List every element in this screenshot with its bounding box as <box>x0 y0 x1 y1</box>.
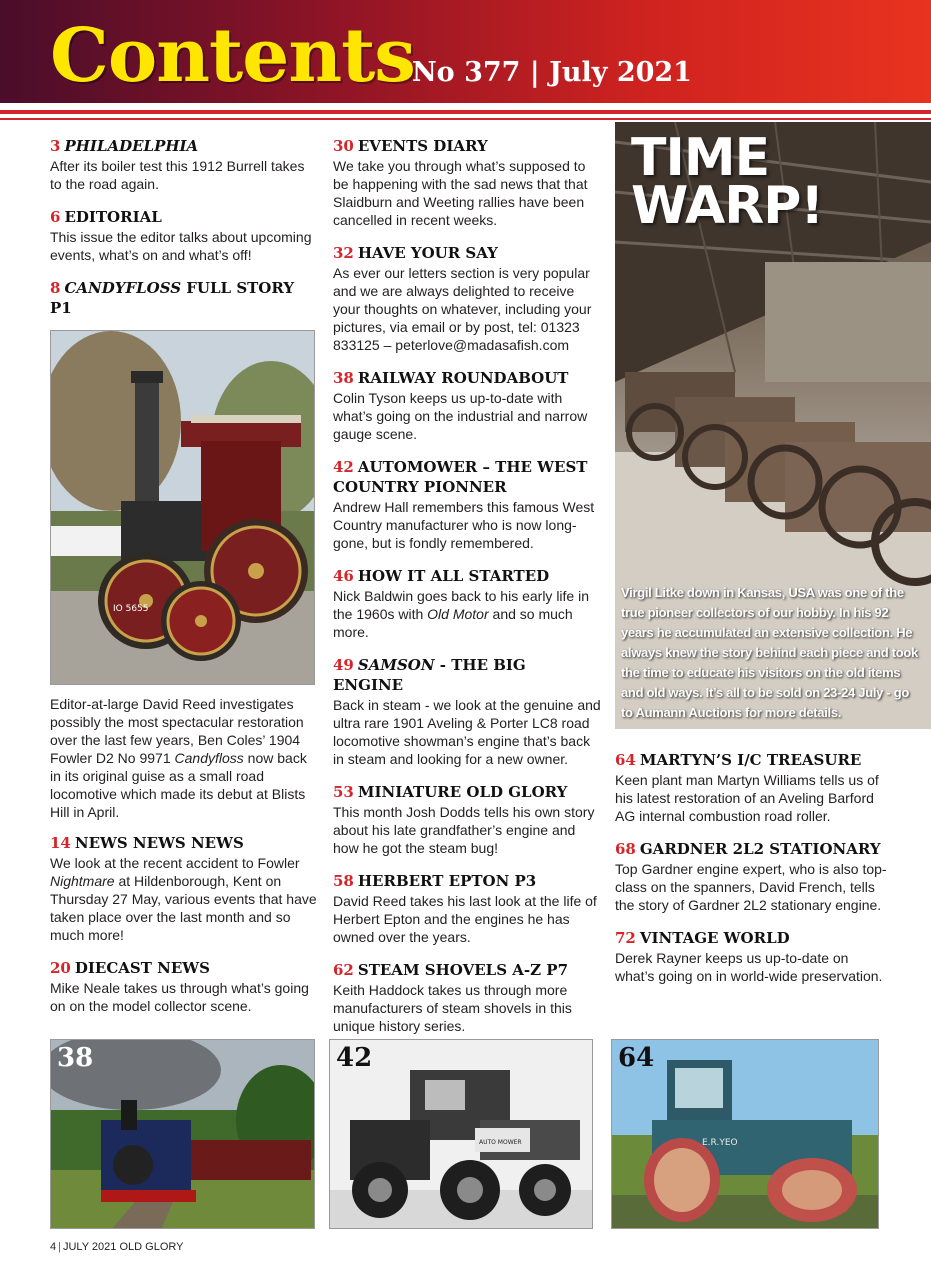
contents-entry[interactable] <box>615 839 890 914</box>
contents-entry[interactable] <box>50 958 318 1015</box>
entry-description: Andrew Hall remembers this famous West Country manufacturer who is now long-gone, but is fondly remembered. <box>333 499 595 551</box>
automower-photo[interactable] <box>329 1039 593 1229</box>
page-badge: 42 <box>336 1043 373 1073</box>
entry-title: AUTOMOWER – THE WEST COUNTRY PIONNER <box>333 458 588 496</box>
page-number: 49 <box>333 656 354 674</box>
entry-title: FULL STORY P1 <box>50 279 295 317</box>
column-middle <box>333 136 601 1049</box>
entry-description: Derek Rayner keeps us up-to-date on what’s going on in world-wide preservation. <box>615 950 883 984</box>
entry-description: As ever our letters section is very popular and we are always delighted to receive your thoughts on whatever, including your pictures, via email or by post, tel: 01323 833125 – peterlove@madasafish.com <box>333 265 592 353</box>
footer-date: JULY 2021 <box>62 1241 117 1253</box>
contents-entry[interactable] <box>615 928 890 985</box>
page-number: 42 <box>333 458 354 476</box>
entry-heading <box>333 136 601 156</box>
entry-title: NEWS NEWS NEWS <box>74 834 244 852</box>
title-line: WARP! <box>631 176 824 236</box>
entry-heading <box>333 566 601 586</box>
time-warp-caption: Virgil Litke down in Kansas, USA was one of the true pioneer collectors of our hobby. In his 92 years he accumulated an extensive collection. He always knew the story behind each piece and took the time to educate his visitors on the old items and old ways. It’s all to be sold on 23-24 July - go to Aumann Auctions for more details. <box>621 585 918 720</box>
entry-description <box>50 695 318 821</box>
page-number: 30 <box>333 137 354 155</box>
page-number: 20 <box>50 959 71 977</box>
traction-engine-illustration <box>51 331 315 685</box>
entry-description: After its boiler test this 1912 Burrell takes to the road again. <box>50 158 305 192</box>
page-number: 68 <box>615 840 636 858</box>
issue-info: No 377 | July 2021 <box>412 57 692 88</box>
entry-heading <box>333 243 601 263</box>
entry-heading <box>615 928 890 948</box>
contents-entry[interactable] <box>333 782 601 857</box>
contents-entry[interactable] <box>333 871 601 946</box>
desc-italic: Candyfloss <box>174 750 244 766</box>
engine-plate: IO 5655 <box>113 604 149 614</box>
entry-heading <box>615 839 890 859</box>
page-number: 64 <box>615 751 636 769</box>
entry-title: DIECAST NEWS <box>74 959 210 977</box>
entry-title: EVENTS DIARY <box>357 137 488 155</box>
page-number: 72 <box>615 929 636 947</box>
entry-title-italic: SAMSON <box>357 656 435 674</box>
entry-heading <box>615 750 890 770</box>
entry-description: Keen plant man Martyn Williams tells us of his latest restoration of an Aveling Barford AG internal combustion road roller. <box>615 772 879 824</box>
header-banner <box>0 0 931 103</box>
entry-title: HERBERT EPTON P3 <box>357 872 537 890</box>
contents-entry[interactable] <box>50 833 318 944</box>
footer-page-number: 4 <box>50 1241 57 1253</box>
column-right <box>615 750 890 999</box>
contents-entry[interactable] <box>333 655 601 768</box>
time-warp-title <box>631 128 824 236</box>
page-badge: 64 <box>618 1043 655 1073</box>
candyfloss-engine-photo[interactable] <box>50 330 315 685</box>
page-number: 38 <box>333 369 354 387</box>
desc-text: and so much more. <box>333 606 573 640</box>
entry-description: Back in steam - we look at the genuine and ultra rare 1901 Aveling & Porter LC8 road locomotive showman’s engine that’s back in steam and looking for a new owner. <box>333 697 601 767</box>
entry-description: Mike Neale takes us through what’s going on on the model collector scene. <box>50 980 309 1014</box>
contents-entry[interactable] <box>615 750 890 825</box>
entry-heading <box>50 136 318 156</box>
desc-italic: Nightmare <box>50 873 115 889</box>
entry-description: This month Josh Dodds tells his own story about his late grandfather’s engine and how he got the steam bug! <box>333 804 595 856</box>
entry-title: GARDNER 2L2 STATIONARY <box>639 840 881 858</box>
entry-heading <box>50 207 318 227</box>
entry-description: We take you through what’s supposed to be happening with the sad news that that Slaidburn and Weeting rallies have been cancelled in recent weeks. <box>333 158 588 228</box>
contents-entry[interactable] <box>333 960 601 1035</box>
entry-heading <box>333 960 601 980</box>
contents-entry[interactable] <box>333 243 601 354</box>
entry-description: Colin Tyson keeps us up-to-date with what’s going on the industrial and narrow gauge scene. <box>333 390 588 442</box>
desc-text: We look at the recent accident to Fowler <box>50 855 300 871</box>
page-number: 3 <box>50 137 61 155</box>
roller-lettering: E.R.YEO <box>702 1138 738 1148</box>
page-title: Contents <box>50 13 415 99</box>
header-rule-thin <box>0 118 931 120</box>
entry-title: VINTAGE WORLD <box>639 929 790 947</box>
entry-title: MARTYN’S I/C TREASURE <box>639 751 862 769</box>
desc-italic: Old Motor <box>427 606 489 622</box>
entry-title: STEAM SHOVELS A-Z P7 <box>357 961 568 979</box>
entry-title: HAVE YOUR SAY <box>357 244 498 262</box>
entry-heading <box>333 368 601 388</box>
page-number: 6 <box>50 208 61 226</box>
road-roller-photo[interactable] <box>611 1039 879 1229</box>
desc-text: now back in its original guise as a small road locomotive which made its debut at Blists Hill in April. <box>50 750 307 820</box>
page-footer <box>50 1240 183 1254</box>
desc-text: Editor-at-large David Reed investigates possibly the most spectacular restoration over the last few years, Ben Coles’ 1904 Fowler D2 No 9971 <box>50 696 304 766</box>
entry-heading <box>50 833 318 853</box>
entry-title: HOW IT ALL STARTED <box>357 567 550 585</box>
contents-entry[interactable] <box>333 136 601 229</box>
entry-description: Top Gardner engine expert, who is also top-class on the spanners, David French, tells the story of Gardner 2L2 stationary engine. <box>615 861 887 913</box>
title-line: TIME <box>631 128 770 188</box>
header-rule <box>0 110 931 114</box>
entry-heading <box>50 958 318 978</box>
footer-divider: | <box>58 1241 61 1253</box>
entry-heading <box>333 655 601 695</box>
page-number: 53 <box>333 783 354 801</box>
entry-description <box>50 854 318 944</box>
page-badge: 38 <box>57 1043 94 1073</box>
entry-title-italic: CANDYFLOSS <box>64 279 182 297</box>
entry-heading <box>333 457 601 497</box>
contents-entry[interactable] <box>333 566 601 641</box>
desc-text: at Hildenborough, Kent on Thursday 27 May, various events that have taken place over the last month and so much more! <box>50 873 317 943</box>
entry-description <box>333 587 601 641</box>
page-number: 8 <box>50 279 61 297</box>
entry-title: EDITORIAL <box>64 208 162 226</box>
footer-magazine: OLD GLORY <box>119 1241 184 1253</box>
entry-description: This issue the editor talks about upcoming events, what’s on and what’s off! <box>50 229 312 263</box>
contents-entry[interactable] <box>333 457 601 552</box>
entry-heading <box>333 871 601 891</box>
page-number: 14 <box>50 834 71 852</box>
contents-entry[interactable] <box>50 136 318 193</box>
entry-title: MINIATURE OLD GLORY <box>357 783 568 801</box>
entry-heading <box>333 782 601 802</box>
page-number: 58 <box>333 872 354 890</box>
lorry-plate: AUTO MOWER <box>479 1139 522 1146</box>
contents-entry[interactable] <box>50 207 318 264</box>
entry-heading <box>50 278 318 318</box>
desc-text: Nick Baldwin goes back to his early life in the 1960s with <box>333 588 590 622</box>
entry-description: David Reed takes his last look at the life of Herbert Epton and the engines he has owned over the years. <box>333 893 597 945</box>
entry-title: - THE BIG ENGINE <box>333 656 526 694</box>
entry-title: PHILADELPHIA <box>64 137 199 155</box>
time-warp-feature[interactable] <box>615 122 931 729</box>
railway-photo[interactable] <box>50 1039 315 1229</box>
page-number: 62 <box>333 961 354 979</box>
page-number: 32 <box>333 244 354 262</box>
page-number: 46 <box>333 567 354 585</box>
entry-description: Keith Haddock takes us through more manufacturers of steam shovels in this unique history series. <box>333 982 572 1034</box>
contents-entry[interactable] <box>333 368 601 443</box>
entry-title: RAILWAY ROUNDABOUT <box>357 369 569 387</box>
